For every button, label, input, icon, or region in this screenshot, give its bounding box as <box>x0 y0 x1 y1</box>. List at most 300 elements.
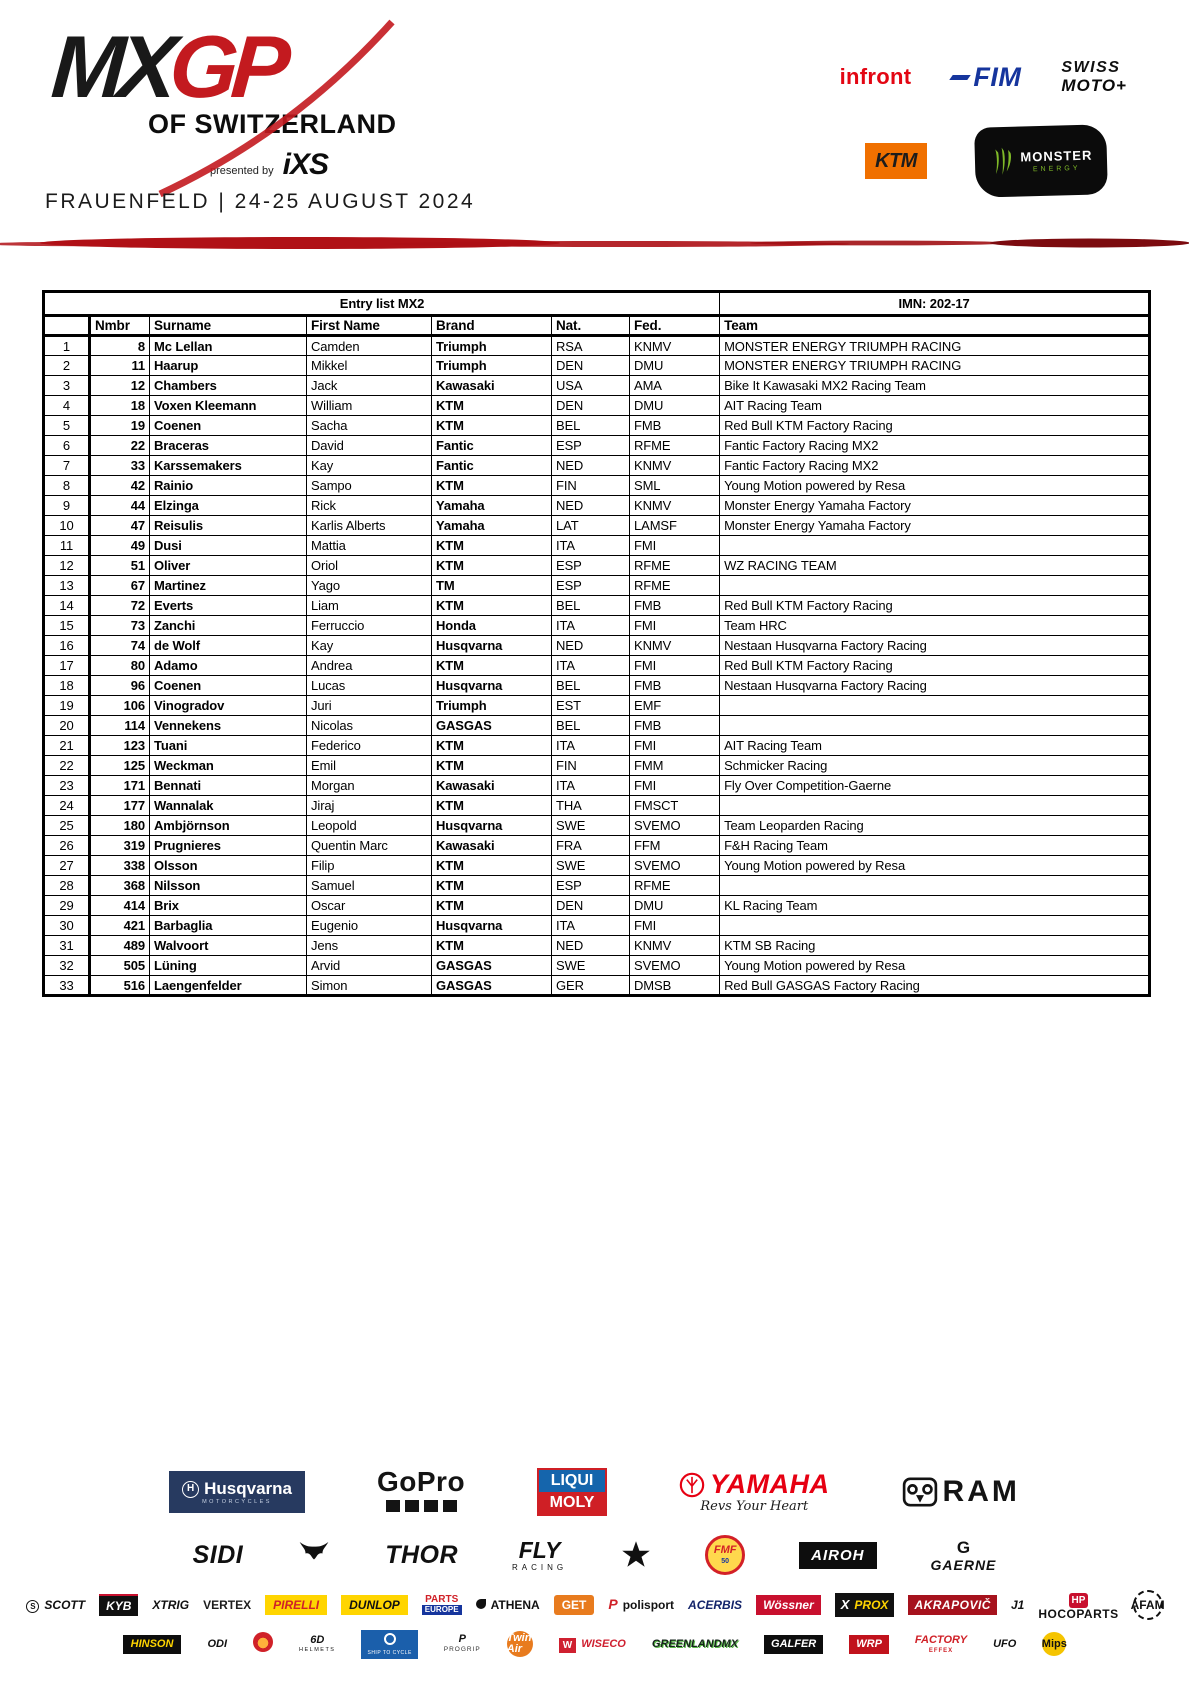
cell-nat: NED <box>552 636 630 656</box>
cell-fed: RFME <box>630 876 720 896</box>
cell-first: Andrea <box>307 656 432 676</box>
cell-brand: KTM <box>432 536 552 556</box>
cell-pos: 2 <box>44 356 90 376</box>
cell-first: Jack <box>307 376 432 396</box>
sponsor-fox-racing <box>297 1540 331 1570</box>
cell-brand: Fantic <box>432 456 552 476</box>
cell-nmbr: 414 <box>90 896 150 916</box>
cell-surname: Coenen <box>150 416 307 436</box>
cell-surname: Elzinga <box>150 496 307 516</box>
cell-pos: 1 <box>44 336 90 356</box>
table-row <box>44 696 1150 716</box>
cell-nmbr: 44 <box>90 496 150 516</box>
cell-nmbr: 47 <box>90 516 150 536</box>
sponsor-row-3 <box>0 1590 1189 1620</box>
cell-fed: KNMV <box>630 336 720 356</box>
cell-surname: Weckman <box>150 756 307 776</box>
cell-fed: FMI <box>630 776 720 796</box>
cell-first: David <box>307 436 432 456</box>
table-row <box>44 756 1150 776</box>
sponsor-row-4 <box>0 1630 1189 1658</box>
scott-icon: S <box>26 1597 39 1614</box>
cell-pos: 24 <box>44 796 90 816</box>
cell-surname: Karssemakers <box>150 456 307 476</box>
cell-surname: Prugnieres <box>150 836 307 856</box>
sponsor-row-1 <box>0 1464 1189 1520</box>
cell-team: Nestaan Husqvarna Factory Racing <box>720 676 1150 696</box>
sponsor-polisport: P polisport <box>608 1596 675 1612</box>
cell-pos: 28 <box>44 876 90 896</box>
cell-surname: Olsson <box>150 856 307 876</box>
cell-fed: FMB <box>630 676 720 696</box>
cell-pos: 33 <box>44 976 90 996</box>
cell-team: Schmicker Racing <box>720 756 1150 776</box>
cell-fed: DMU <box>630 396 720 416</box>
cell-fed: FMI <box>630 536 720 556</box>
cell-nmbr: 49 <box>90 536 150 556</box>
table-row <box>44 616 1150 636</box>
cell-nmbr: 18 <box>90 396 150 416</box>
cell-first: Quentin Marc <box>307 836 432 856</box>
cell-nat: NED <box>552 496 630 516</box>
cell-fed: DMU <box>630 896 720 916</box>
cell-team: MONSTER ENERGY TRIUMPH RACING <box>720 336 1150 356</box>
cell-team: Red Bull KTM Factory Racing <box>720 596 1150 616</box>
cell-nmbr: 73 <box>90 616 150 636</box>
sponsor-alpinestars <box>621 1540 651 1570</box>
cell-brand: KTM <box>432 556 552 576</box>
column-header: Brand <box>432 316 552 336</box>
sponsor-flame-emblem <box>253 1632 273 1656</box>
cell-pos: 29 <box>44 896 90 916</box>
cell-surname: de Wolf <box>150 636 307 656</box>
cell-brand: KTM <box>432 896 552 916</box>
table-row <box>44 376 1150 396</box>
cell-fed: KNMV <box>630 456 720 476</box>
cell-pos: 13 <box>44 576 90 596</box>
cell-team: Bike It Kawasaki MX2 Racing Team <box>720 376 1150 396</box>
cell-surname: Mc Lellan <box>150 336 307 356</box>
presented-by-label: presented by <box>210 164 274 177</box>
cell-nat: FIN <box>552 756 630 776</box>
red-brush-divider <box>0 234 1189 252</box>
cell-fed: EMF <box>630 696 720 716</box>
cell-brand: Fantic <box>432 436 552 456</box>
cell-pos: 19 <box>44 696 90 716</box>
cell-nmbr: 421 <box>90 916 150 936</box>
partner-logos-row2 <box>865 126 1107 196</box>
cell-first: Mattia <box>307 536 432 556</box>
cell-nat: BEL <box>552 676 630 696</box>
cell-nmbr: 489 <box>90 936 150 956</box>
table-row <box>44 336 1150 356</box>
yamaha-icon <box>679 1472 705 1498</box>
table-row <box>44 416 1150 436</box>
cell-brand: Triumph <box>432 356 552 376</box>
cell-pos: 11 <box>44 536 90 556</box>
table-row <box>44 496 1150 516</box>
cell-surname: Vinogradov <box>150 696 307 716</box>
sponsor-athena: ATHENA <box>476 1597 540 1613</box>
sponsor-ram: RAM <box>902 1477 1020 1507</box>
sponsor-sidi: SIDI <box>192 1540 244 1569</box>
cell-surname: Walvoort <box>150 936 307 956</box>
cell-surname: Voxen Kleemann <box>150 396 307 416</box>
sponsor-dunlop: DUNLOP <box>341 1595 408 1615</box>
table-row <box>44 876 1150 896</box>
sponsor-pirelli: PIRELLI <box>265 1595 327 1615</box>
cell-surname: Laengenfelder <box>150 976 307 996</box>
cell-nat: FRA <box>552 836 630 856</box>
cell-team <box>720 716 1150 736</box>
table-row <box>44 536 1150 556</box>
entry-table-header-row <box>44 316 1150 336</box>
fim-wing-icon <box>950 75 972 80</box>
cell-first: Kay <box>307 456 432 476</box>
cell-fed: FMB <box>630 416 720 436</box>
table-row <box>44 856 1150 876</box>
sponsor-vertex: VERTEX <box>203 1598 252 1612</box>
table-row <box>44 596 1150 616</box>
cell-brand: KTM <box>432 736 552 756</box>
husqvarna-icon: H <box>182 1479 199 1498</box>
sponsor-scott: S SCOTT <box>26 1597 85 1614</box>
cell-surname: Zanchi <box>150 616 307 636</box>
fim-logo: FIM <box>951 62 1021 93</box>
cell-nmbr: 123 <box>90 736 150 756</box>
cell-surname: Adamo <box>150 656 307 676</box>
cell-team: Fantic Factory Racing MX2 <box>720 436 1150 456</box>
cell-nat: ITA <box>552 736 630 756</box>
cell-fed: FFM <box>630 836 720 856</box>
cell-nat: ESP <box>552 556 630 576</box>
cell-surname: Martinez <box>150 576 307 596</box>
cell-team <box>720 696 1150 716</box>
cell-team: Fantic Factory Racing MX2 <box>720 456 1150 476</box>
cell-fed: FMSCT <box>630 796 720 816</box>
cell-team: Young Motion powered by Resa <box>720 476 1150 496</box>
cell-team: MONSTER ENERGY TRIUMPH RACING <box>720 356 1150 376</box>
cell-brand: KTM <box>432 756 552 776</box>
cell-pos: 7 <box>44 456 90 476</box>
cell-team: AIT Racing Team <box>720 736 1150 756</box>
table-row <box>44 716 1150 736</box>
sponsor-odi: ODI <box>207 1637 227 1650</box>
cell-first: Mikkel <box>307 356 432 376</box>
cell-first: Sampo <box>307 476 432 496</box>
cell-team: Monster Energy Yamaha Factory <box>720 516 1150 536</box>
cell-surname: Bennati <box>150 776 307 796</box>
cell-nmbr: 106 <box>90 696 150 716</box>
ram-icon <box>902 1477 938 1507</box>
cell-surname: Lüning <box>150 956 307 976</box>
cell-brand: Honda <box>432 616 552 636</box>
table-row <box>44 976 1150 996</box>
sponsor-husqvarna: H Husqvarna MOTORCYCLES <box>169 1471 305 1513</box>
cell-nmbr: 19 <box>90 416 150 436</box>
cell-surname: Chambers <box>150 376 307 396</box>
cell-brand: Kawasaki <box>432 776 552 796</box>
cell-brand: Husqvarna <box>432 916 552 936</box>
hocoparts-icon: HP <box>1069 1591 1089 1607</box>
cell-nmbr: 33 <box>90 456 150 476</box>
cell-nat: NED <box>552 456 630 476</box>
cell-first: Arvid <box>307 956 432 976</box>
cell-nat: BEL <box>552 596 630 616</box>
cell-nmbr: 180 <box>90 816 150 836</box>
entry-table-body <box>44 292 1150 996</box>
cell-fed: FMB <box>630 596 720 616</box>
sponsor-ship-to-cycle: SHIP TO CYCLE <box>361 1630 417 1659</box>
cell-nat: THA <box>552 796 630 816</box>
cell-pos: 4 <box>44 396 90 416</box>
cell-brand: Husqvarna <box>432 636 552 656</box>
cell-fed: FMI <box>630 916 720 936</box>
cell-fed: RFME <box>630 556 720 576</box>
cell-fed: FMI <box>630 616 720 636</box>
cell-pos: 20 <box>44 716 90 736</box>
cell-brand: KTM <box>432 396 552 416</box>
event-logo <box>48 17 397 182</box>
cell-pos: 22 <box>44 756 90 776</box>
sponsor-prox: X PROX <box>835 1593 895 1617</box>
ship-to-cycle-icon <box>384 1633 396 1649</box>
sponsor-afam: AFAM <box>1133 1590 1163 1620</box>
table-row <box>44 676 1150 696</box>
gopro-icon <box>383 1498 459 1516</box>
cell-first: Lucas <box>307 676 432 696</box>
monster-energy-logo: MONSTER ENERGY <box>974 124 1108 197</box>
cell-team: Fly Over Competition-Gaerne <box>720 776 1150 796</box>
cell-brand: GASGAS <box>432 716 552 736</box>
sponsor-parts-europe: PARTS EUROPE <box>422 1595 462 1615</box>
sponsor-row-2 <box>0 1534 1189 1576</box>
sponsor-get: GET <box>554 1595 595 1615</box>
cell-fed: RFME <box>630 576 720 596</box>
cell-first: Yago <box>307 576 432 596</box>
cell-brand: KTM <box>432 656 552 676</box>
cell-fed: KNMV <box>630 936 720 956</box>
sponsor-hinson: HINSON <box>123 1635 182 1654</box>
cell-team: Red Bull GASGAS Factory Racing <box>720 976 1150 996</box>
cell-nat: SWE <box>552 816 630 836</box>
cell-first: Federico <box>307 736 432 756</box>
table-row <box>44 556 1150 576</box>
cell-fed: AMA <box>630 376 720 396</box>
cell-pos: 32 <box>44 956 90 976</box>
infront-logo: infront <box>839 64 912 89</box>
cell-first: Morgan <box>307 776 432 796</box>
cell-pos: 18 <box>44 676 90 696</box>
cell-first: Camden <box>307 336 432 356</box>
cell-first: Rick <box>307 496 432 516</box>
ktm-logo: KTM <box>865 143 927 179</box>
cell-pos: 30 <box>44 916 90 936</box>
cell-fed: SVEMO <box>630 956 720 976</box>
cell-nat: SWE <box>552 856 630 876</box>
cell-brand: Yamaha <box>432 516 552 536</box>
table-row <box>44 456 1150 476</box>
cell-nmbr: 114 <box>90 716 150 736</box>
table-row <box>44 836 1150 856</box>
table-row <box>44 936 1150 956</box>
cell-pos: 10 <box>44 516 90 536</box>
cell-first: Kay <box>307 636 432 656</box>
cell-team <box>720 876 1150 896</box>
table-row <box>44 516 1150 536</box>
sponsor-yamaha: YAMAHA Revs Your Heart <box>679 1471 830 1513</box>
column-header: First Name <box>307 316 432 336</box>
cell-pos: 25 <box>44 816 90 836</box>
cell-surname: Haarup <box>150 356 307 376</box>
cell-team <box>720 576 1150 596</box>
cell-surname: Barbaglia <box>150 916 307 936</box>
cell-pos: 3 <box>44 376 90 396</box>
cell-pos: 12 <box>44 556 90 576</box>
cell-brand: KTM <box>432 876 552 896</box>
sponsor-fly-racing: FLY RACING <box>512 1536 568 1572</box>
cell-nmbr: 177 <box>90 796 150 816</box>
flame-emblem-icon <box>253 1632 273 1656</box>
sponsor-wiseco: W WISECO <box>559 1636 626 1652</box>
cell-nat: BEL <box>552 716 630 736</box>
sponsor-acerbis: ACERBIS <box>688 1598 743 1612</box>
cell-surname: Rainio <box>150 476 307 496</box>
cell-nat: LAT <box>552 516 630 536</box>
cell-team: WZ RACING TEAM <box>720 556 1150 576</box>
cell-first: Juri <box>307 696 432 716</box>
mxgp-logo-mx: MX <box>48 17 174 116</box>
cell-team <box>720 536 1150 556</box>
cell-nat: ESP <box>552 436 630 456</box>
cell-nat: DEN <box>552 356 630 376</box>
cell-brand: Kawasaki <box>432 836 552 856</box>
cell-first: Jens <box>307 936 432 956</box>
cell-team: F&H Racing Team <box>720 836 1150 856</box>
cell-nat: GER <box>552 976 630 996</box>
table-row <box>44 736 1150 756</box>
cell-nmbr: 516 <box>90 976 150 996</box>
column-header: Nat. <box>552 316 630 336</box>
cell-nat: EST <box>552 696 630 716</box>
cell-nmbr: 125 <box>90 756 150 776</box>
table-row <box>44 576 1150 596</box>
cell-first: Filip <box>307 856 432 876</box>
cell-pos: 14 <box>44 596 90 616</box>
cell-fed: FMM <box>630 756 720 776</box>
cell-brand: GASGAS <box>432 976 552 996</box>
cell-nmbr: 80 <box>90 656 150 676</box>
cell-brand: Triumph <box>432 696 552 716</box>
table-row <box>44 776 1150 796</box>
table-row <box>44 916 1150 936</box>
cell-pos: 17 <box>44 656 90 676</box>
cell-surname: Coenen <box>150 676 307 696</box>
swiss-moto-logo: SWISS MOTO+ <box>1061 59 1127 95</box>
cell-fed: SVEMO <box>630 816 720 836</box>
cell-fed: LAMSF <box>630 516 720 536</box>
cell-nat: ITA <box>552 656 630 676</box>
polisport-icon: P <box>608 1596 618 1612</box>
cell-nat: DEN <box>552 896 630 916</box>
cell-team <box>720 796 1150 816</box>
mxgp-logo <box>48 17 384 116</box>
cell-surname: Reisulis <box>150 516 307 536</box>
cell-team: AIT Racing Team <box>720 396 1150 416</box>
table-row <box>44 476 1150 496</box>
cell-nat: USA <box>552 376 630 396</box>
cell-team: KTM SB Racing <box>720 936 1150 956</box>
cell-first: Eugenio <box>307 916 432 936</box>
cell-nat: ESP <box>552 576 630 596</box>
cell-nmbr: 319 <box>90 836 150 856</box>
sponsor-just1: J1 <box>1010 1598 1025 1612</box>
cell-team: Young Motion powered by Resa <box>720 856 1150 876</box>
cell-brand: KTM <box>432 856 552 876</box>
cell-brand: Husqvarna <box>432 816 552 836</box>
sponsor-ufo-plast: UFO <box>993 1637 1017 1650</box>
cell-first: Oscar <box>307 896 432 916</box>
table-row <box>44 956 1150 976</box>
table-title: Entry list MX2 <box>44 292 720 316</box>
cell-first: Leopold <box>307 816 432 836</box>
cell-team: Red Bull KTM Factory Racing <box>720 416 1150 436</box>
sponsor-airoh: AIROH <box>799 1542 876 1569</box>
cell-nmbr: 171 <box>90 776 150 796</box>
cell-surname: Tuani <box>150 736 307 756</box>
gaerne-icon: G <box>956 1537 971 1557</box>
cell-first: Jiraj <box>307 796 432 816</box>
cell-nmbr: 338 <box>90 856 150 876</box>
sponsor-wossner: Wössner <box>756 1595 821 1615</box>
cell-brand: TM <box>432 576 552 596</box>
cell-pos: 26 <box>44 836 90 856</box>
alpinestars-icon <box>621 1540 651 1570</box>
column-header: Nmbr <box>90 316 150 336</box>
cell-nmbr: 8 <box>90 336 150 356</box>
cell-first: Oriol <box>307 556 432 576</box>
cell-pos: 21 <box>44 736 90 756</box>
sponsor-galfer: GALFER <box>764 1635 823 1654</box>
cell-nmbr: 11 <box>90 356 150 376</box>
sponsor-6d-helmets: 6D HELMETS <box>299 1633 336 1653</box>
sponsor-hocoparts: HP HOCOPARTS <box>1038 1591 1118 1620</box>
presented-by-row <box>210 148 382 182</box>
cell-fed: DMSB <box>630 976 720 996</box>
cell-brand: KTM <box>432 796 552 816</box>
table-row <box>44 896 1150 916</box>
column-header-position <box>44 316 90 336</box>
wiseco-icon: W <box>559 1636 576 1652</box>
monster-claw-icon <box>989 147 1014 178</box>
event-subtitle: OF SWITZERLAND <box>148 108 397 139</box>
cell-fed: FMI <box>630 736 720 756</box>
cell-team: Nestaan Husqvarna Factory Racing <box>720 636 1150 656</box>
cell-fed: FMB <box>630 716 720 736</box>
cell-nmbr: 368 <box>90 876 150 896</box>
cell-surname: Dusi <box>150 536 307 556</box>
cell-first: Emil <box>307 756 432 776</box>
cell-brand: KTM <box>432 416 552 436</box>
cell-team: Team Leoparden Racing <box>720 816 1150 836</box>
cell-brand: KTM <box>432 596 552 616</box>
cell-nat: BEL <box>552 416 630 436</box>
sponsor-factory-effex: FACTORY EFFEX <box>914 1633 968 1654</box>
cell-nat: ESP <box>552 876 630 896</box>
event-location-date: FRAUENFELD | 24-25 AUGUST 2024 <box>45 190 476 213</box>
sponsor-wrp: WRP <box>849 1635 889 1654</box>
cell-brand: Yamaha <box>432 496 552 516</box>
